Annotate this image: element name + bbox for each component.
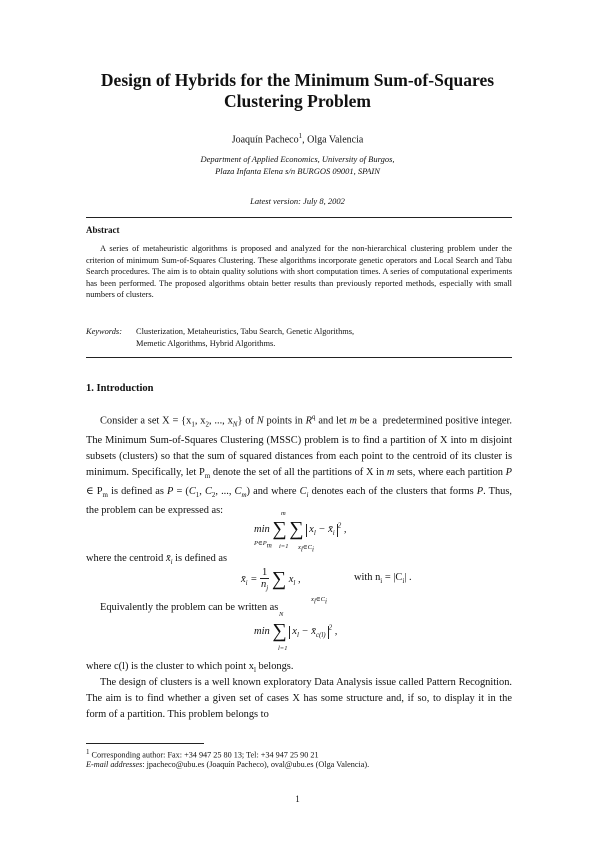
keywords-label: Keywords: — [86, 327, 122, 336]
equation-equivalent: min ∑ $x_l$ − $x̄_{c(l)}^2$ , N l=1 — [254, 611, 338, 652]
equation-centroid: $x̄_i$ = $\frac{1}{n_j}$ ∑ $x_l$ , $x_l\in C_i$ — [241, 567, 327, 606]
abstract-text: A series of metaheuristic algorithms is proposed and analyzed for the non-hierarchical clustering problem under the criterion of minimum Sum-of-Squares Clustering. These algorithms incorporate genetic operators and Local Search and Tabu Search procedures. The aim is to obtain quality solutions with short computation times. A series of computational experiments has been performed. The proposed algorithms obtain better results than previously reported methods, especially with small numbers of clusters. — [86, 244, 512, 300]
centroid-sentence: where the centroid $x̄_i$ is defined as — [86, 553, 228, 567]
page-number: 1 — [295, 794, 300, 804]
author-1: Joaquín Pacheco — [231, 134, 299, 146]
title-line-2: Clustering Problem — [224, 91, 371, 111]
cluster-definition-sentence: where c(l) is the cluster to which point $x_l$ belongs. — [86, 661, 294, 675]
footnote-rule — [86, 743, 204, 744]
intro-paragraph-2: The design of clusters is a well known exploratory Data Analysis issue called Pattern Recognition. The aim is to find whether a given set of cases X has some structure and, if so, to display it in the form of a partition. This problem belongs to — [86, 677, 512, 720]
abstract-bottom-rule — [86, 357, 512, 358]
affiliation — [60, 154, 535, 177]
paper-title — [60, 70, 535, 112]
abstract-top-rule — [86, 217, 512, 218]
author-footnote-mark: 1 — [298, 132, 303, 140]
authors — [60, 132, 535, 145]
abstract-heading: Abstract — [86, 225, 120, 235]
equation-mssc: min ∑ ∑ $x_l$ − $x̄_i^2$ , $P\in P_m$ i=1 m $x_l\in C_i$ — [254, 510, 347, 554]
with-ni-definition: with $n_i = |C_i|$ . — [354, 572, 412, 586]
title-line-1: Design of Hybrids for the Minimum Sum-of-Squares — [100, 70, 495, 90]
affiliation-line-1: Department of Applied Economics, University of Burgos, — [200, 154, 395, 164]
keywords-line-1: Clusterization, Metaheuristics, Tabu Search, Genetic Algorithms, — [136, 327, 355, 336]
equivalent-sentence: Equivalently the problem can be written as — [100, 602, 279, 613]
footnote-1: $^1$ Corresponding author: Fax: +34 947 25 80 13; Tel: +34 947 25 90 21 — [86, 748, 319, 760]
latest-version: Latest version: July 8, 2002 — [250, 196, 345, 206]
keywords-line-2: Memetic Algorithms, Hybrid Algorithms. — [136, 338, 276, 348]
section-heading: 1. Introduction — [86, 383, 154, 394]
keywords — [86, 326, 512, 349]
author-2: , Olga Valencia — [302, 134, 364, 146]
footnote-emails: E-mail addresses: jpacheco@ubu.es (Joaquín Pacheco), oval@ubu.es (Olga Valencia). — [86, 760, 370, 769]
intro-paragraph-1: Consider a set $X = \{x_1$, $x_2$, ..., $x_N$} of N points in $R^q$ and let m be a predetermined positive integer. The Minimum Sum-of-Squares Clustering (MSSC) problem is to find a partition of X into m disjoint subsets (clusters) so that the sum of squared distances from each point to the centroid of its cluster is minimum. Specifically, let $P_m$ denote the set of all the partitions of X in m sets, where each partition P ∈ $P_m$ is defined as $P = (C_1$, $C_2$, ..., $C_m$) and where $C_i$ denotes each of the clusters that forms P. Thus, the problem can be expressed as: — [86, 413, 513, 516]
affiliation-line-2: Plaza Infanta Elena s/n BURGOS 09001, SPAIN — [215, 165, 380, 176]
